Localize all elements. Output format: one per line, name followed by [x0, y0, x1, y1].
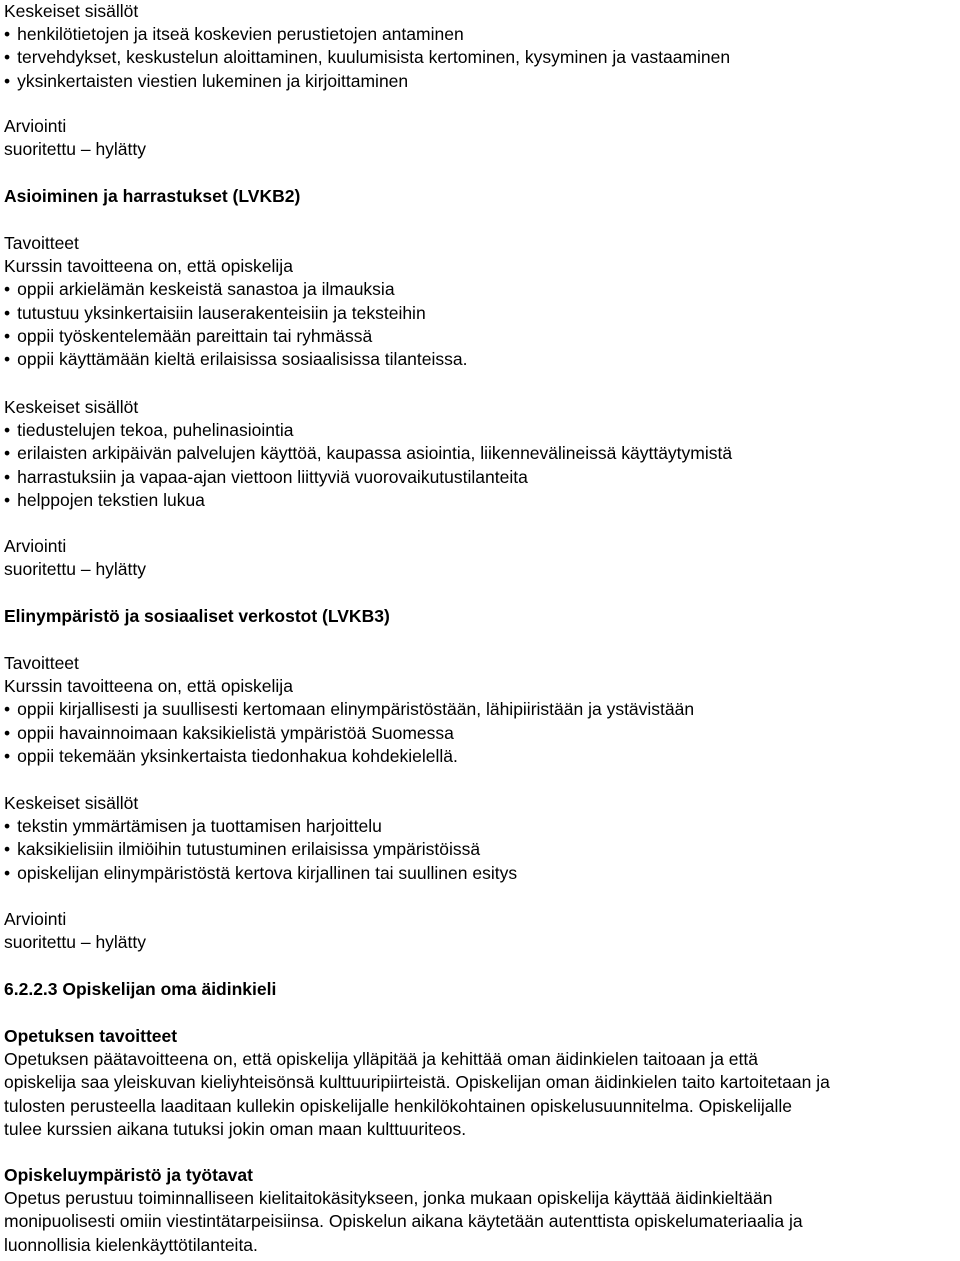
section-goals-lvkb2 — [4, 232, 960, 371]
list-item: • helppojen tekstien lukua — [4, 489, 960, 512]
course-title: Elinympäristö ja sosiaaliset verkostot (LVKB3) — [4, 606, 390, 626]
list-item: • oppii kirjallisesti ja suullisesti kertomaan elinympäristöstään, lähipiiristään ja ystävistään — [4, 698, 960, 721]
list-item: • tutustuu yksinkertaisiin lauserakenteisiin ja teksteihin — [4, 302, 960, 325]
list-item: • oppii arkielämän keskeistä sanastoa ja ilmauksia — [4, 278, 960, 301]
section-6-2-2-3 — [4, 978, 960, 1001]
goals-intro: Kurssin tavoitteena on, että opiskelija — [4, 676, 293, 697]
goals-heading: Tavoitteet — [4, 233, 79, 253]
course-lvkb2 — [4, 185, 960, 208]
content-heading: Keskeiset sisällöt — [4, 397, 139, 417]
section-content-lvkb2 — [4, 396, 960, 512]
paragraph-line: Opetuksen päätavoitteena on, että opiskelija ylläpitää ja kehittää oman äidinkielen taitoaan ja että — [4, 1049, 758, 1070]
learning-environment-heading: Opiskeluympäristö ja työtavat — [4, 1165, 253, 1185]
list-item: • oppii havainnoimaan kaksikielistä ympäristöä Suomessa — [4, 722, 960, 745]
section-content-lvkb1 — [4, 0, 960, 93]
list-item: • opiskelijan elinympäristöstä kertova kirjallinen tai suullinen esitys — [4, 862, 960, 885]
course-title: Asioiminen ja harrastukset (LVKB2) — [4, 186, 301, 206]
list-item: • henkilötietojen ja itseä koskevien perustietojen antaminen — [4, 23, 960, 46]
content-heading: Keskeiset sisällöt — [4, 1, 139, 21]
course-lvkb3 — [4, 605, 960, 628]
list-item: • oppii työskentelemään pareittain tai ryhmässä — [4, 325, 960, 348]
list-item: • erilaisten arkipäivän palvelujen käyttöä, kaupassa asiointia, liikennevälineissä käyttäytymistä — [4, 442, 960, 465]
list-item: • tiedustelujen tekoa, puhelinasiointia — [4, 419, 960, 442]
teaching-goals-heading: Opetuksen tavoitteet — [4, 1026, 178, 1046]
paragraph-line: tulee kurssien aikana tutuksi jokin oman maan kulttuuriteos. — [4, 1118, 467, 1139]
section-goals-lvkb3 — [4, 652, 960, 768]
evaluation-heading: Arviointi — [4, 116, 67, 136]
evaluation-text: suoritettu – hylätty — [4, 139, 147, 160]
list-item: • oppii käyttämään kieltä erilaisissa sosiaalisissa tilanteissa. — [4, 348, 960, 371]
list-item: • yksinkertaisten viestien lukeminen ja kirjoittaminen — [4, 70, 960, 93]
goals-intro: Kurssin tavoitteena on, että opiskelija — [4, 256, 293, 277]
list-item: • kaksikielisiin ilmiöihin tutustuminen erilaisissa ympäristöissä — [4, 838, 960, 861]
paragraph-line: monipuolisesti omiin viestintätarpeisiinsa. Opiskelun aikana käytetään autenttista opiskelumateriaalia ja — [4, 1211, 803, 1232]
content-heading: Keskeiset sisällöt — [4, 793, 139, 813]
evaluation-heading: Arviointi — [4, 536, 67, 556]
evaluation-text: suoritettu – hylätty — [4, 932, 147, 953]
section-teaching-goals — [4, 1025, 960, 1141]
goals-heading: Tavoitteet — [4, 653, 79, 673]
evaluation-text: suoritettu – hylätty — [4, 559, 147, 580]
section-evaluation-lvkb1 — [4, 115, 960, 161]
list-item: • tekstin ymmärtämisen ja tuottamisen harjoittelu — [4, 815, 960, 838]
paragraph-line: luonnollisia kielenkäyttötilanteita. — [4, 1234, 258, 1255]
evaluation-heading: Arviointi — [4, 909, 67, 929]
paragraph-line: opiskelija saa yleiskuvan kieliyhteisönsä kulttuuripiirteistä. Opiskelijan oman äidinkielen taito kartoitetaan ja — [4, 1072, 830, 1093]
section-content-lvkb3 — [4, 792, 960, 885]
list-item: • harrastuksiin ja vapaa-ajan viettoon liittyviä vuorovaikutustilanteita — [4, 466, 960, 489]
section-evaluation-lvkb2 — [4, 535, 960, 581]
paragraph-line: tulosten perusteella laaditaan kullekin opiskelijalle henkilökohtainen opiskelusuunnitelma. Opiskelijalle — [4, 1095, 792, 1116]
list-item: • tervehdykset, keskustelun aloittaminen, kuulumisista kertominen, kysyminen ja vastaaminen — [4, 46, 960, 69]
list-item: • oppii tekemään yksinkertaista tiedonhakua kohdekielellä. — [4, 745, 960, 768]
section-title: 6.2.2.3 Opiskelijan oma äidinkieli — [4, 979, 277, 999]
paragraph-line: Opetus perustuu toiminnalliseen kielitaitokäsitykseen, jonka mukaan opiskelija käyttää äidinkieltään — [4, 1188, 773, 1209]
section-learning-environment — [4, 1164, 960, 1257]
section-evaluation-lvkb3 — [4, 908, 960, 954]
